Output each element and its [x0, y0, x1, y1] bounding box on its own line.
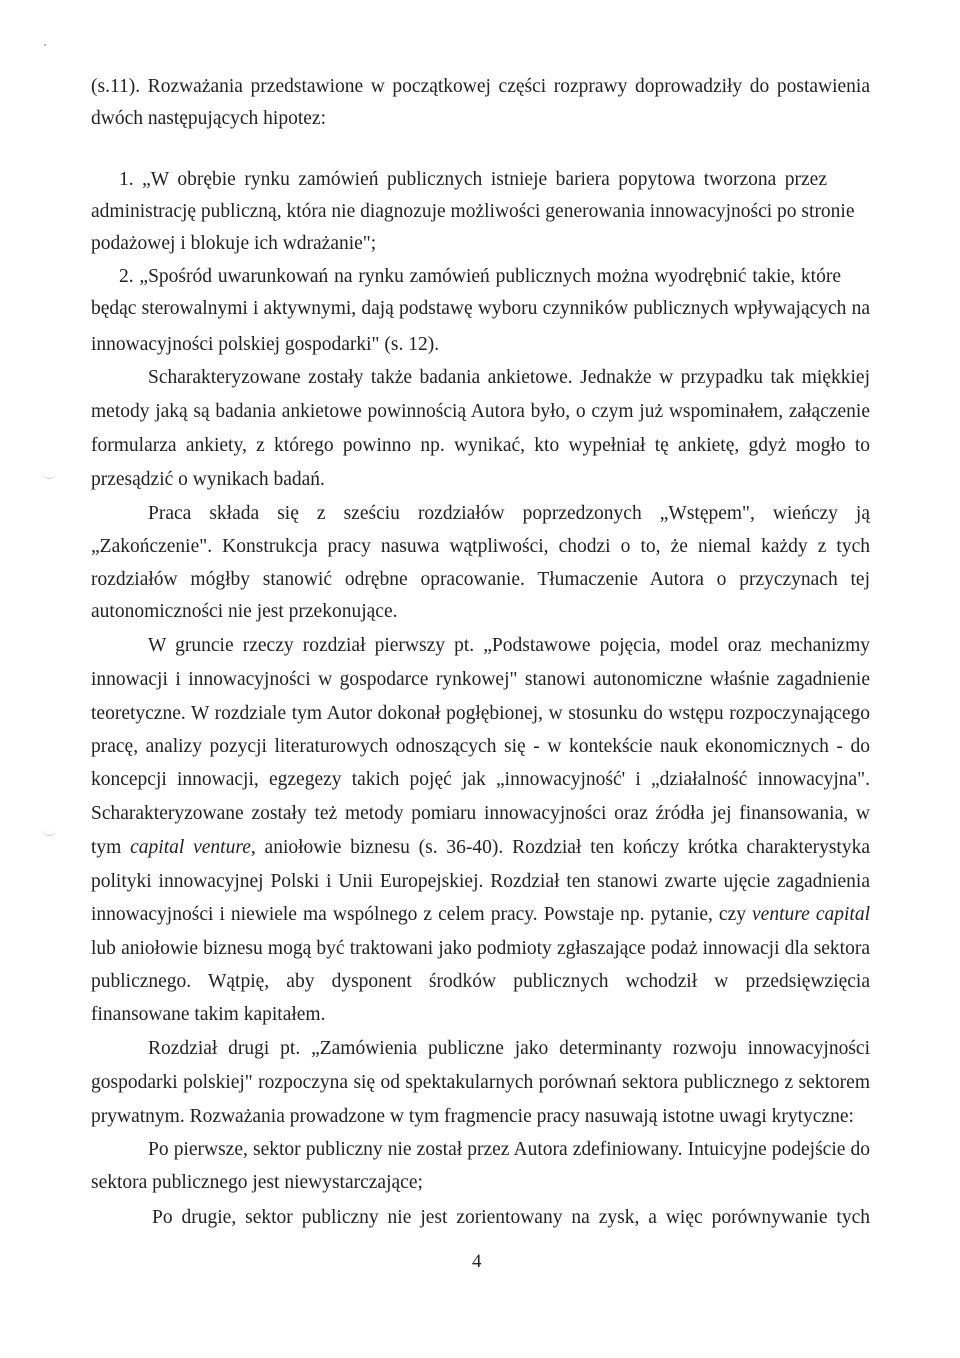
text-line: Scharakteryzowane zostały także badania ankietowe. Jednakże w przypadku tak miękkiej: [148, 367, 870, 388]
italic-term: venture capital: [752, 904, 870, 925]
text-line: pracę, analizy pozycji literaturowych odnoszących się - w kontekście nauk ekonomicznych - do: [91, 736, 870, 757]
text-line: teoretyczne. W rozdziale tym Autor dokonał pogłębionej, w stosunku do wstępu rozpoczynającego: [91, 703, 870, 724]
text-line: tym capital venture, aniołowie biznesu (s. 36-40). Rozdział ten kończy krótka charakterystyka: [91, 837, 870, 858]
text-line: polityki innowacyjnej Polski i Unii Europejskiej. Rozdział ten stanowi zwarte ujęcie zagadnienia: [91, 871, 870, 892]
text-line: Po drugie, sektor publiczny nie jest zorientowany na zysk, a więc porównywanie tych: [152, 1207, 870, 1228]
text-line: administrację publiczną, która nie diagnozuje możliwości generowania innowacyjności po stronie: [91, 201, 855, 222]
text-line: (s.11). Rozważania przedstawione w początkowej części rozprawy doprowadziły do postawienia: [91, 76, 870, 97]
page-number: 4: [472, 1251, 482, 1272]
text-line: będąc sterowalnymi i aktywnymi, dają podstawę wyboru czynników publicznych wpływających na: [91, 298, 870, 319]
scan-mark: [42, 825, 56, 836]
text-line: innowacyjności i niewiele ma wspólnego z celem pracy. Powstaje np. pytanie, czy venture capital: [91, 904, 870, 925]
text-line: formularza ankiety, z którego powinno np. wynikać, kto wypełniał tę ankietę, gdyż mogło to: [91, 435, 870, 456]
text-line: prywatnym. Rozważania prowadzone w tym fragmencie pracy nasuwają istotne uwagi krytyczne:: [91, 1106, 854, 1127]
text-line: rozdziałów mógłby stanowić odrębne opracowanie. Tłumaczenie Autora o przyczynach tej: [91, 569, 870, 590]
text-line: W gruncie rzeczy rozdział pierwszy pt. „Podstawowe pojęcia, model oraz mechanizmy: [148, 635, 870, 656]
scan-mark: [42, 468, 56, 479]
text-line: publicznego. Wątpię, aby dysponent środków publicznych wchodził w przedsięwzięcia: [91, 971, 870, 992]
text-line: 2. „Spośród uwarunkowań na rynku zamówień publicznych można wyodrębnić takie, które: [119, 266, 841, 287]
text-line: Scharakteryzowane zostały też metody pomiaru innowacyjności oraz źródła jej finansowania, w: [91, 803, 870, 824]
text-line: przesądzić o wynikach badań.: [91, 469, 325, 490]
text-line: dwóch następujących hipotez:: [91, 108, 326, 129]
text-line: innowacji i innowacyjności w gospodarce rynkowej" stanowi autonomiczne właśnie zagadnienie: [91, 669, 870, 690]
text-line: innowacyjności polskiej gospodarki" (s. 12).: [91, 334, 440, 355]
text-line: „Zakończenie". Konstrukcja pracy nasuwa wątpliwości, chodzi o to, że niemal każdy z tych: [91, 536, 870, 557]
text-line: podażowej i blokuje ich wdrażanie";: [91, 233, 377, 254]
text-line: Praca składa się z sześciu rozdziałów poprzedzonych „Wstępem", wieńczy ją: [148, 503, 870, 524]
text-line: metody jaką są badania ankietowe powinnością Autora było, o czym już wspominałem, załączenie: [91, 401, 870, 422]
scan-speck: [44, 44, 46, 46]
text-line: sektora publicznego jest niewystarczające;: [91, 1172, 423, 1193]
text-line: gospodarki polskiej" rozpoczyna się od spektakularnych porównań sektora publicznego z sektorem: [91, 1072, 870, 1093]
text-line: finansowane takim kapitałem.: [91, 1004, 326, 1025]
text-line: autonomiczności nie jest przekonujące.: [91, 601, 398, 622]
text-line: koncepcji innowacji, egzegezy takich pojęć jak „innowacyjność' i „działalność innowacyjna".: [91, 769, 870, 790]
text-line: Po pierwsze, sektor publiczny nie został przez Autora zdefiniowany. Intuicyjne podejście do: [148, 1139, 870, 1160]
text-line: Rozdział drugi pt. „Zamówienia publiczne jako determinanty rozwoju innowacyjności: [148, 1038, 870, 1059]
text-line: 1. „W obrębie rynku zamówień publicznych istnieje bariera popytowa tworzona przez: [119, 169, 827, 190]
italic-term: capital venture: [130, 837, 251, 858]
text-line: lub aniołowie biznesu mogą być traktowani jako podmioty zgłaszające podaż innowacji dla sektora: [91, 938, 870, 959]
